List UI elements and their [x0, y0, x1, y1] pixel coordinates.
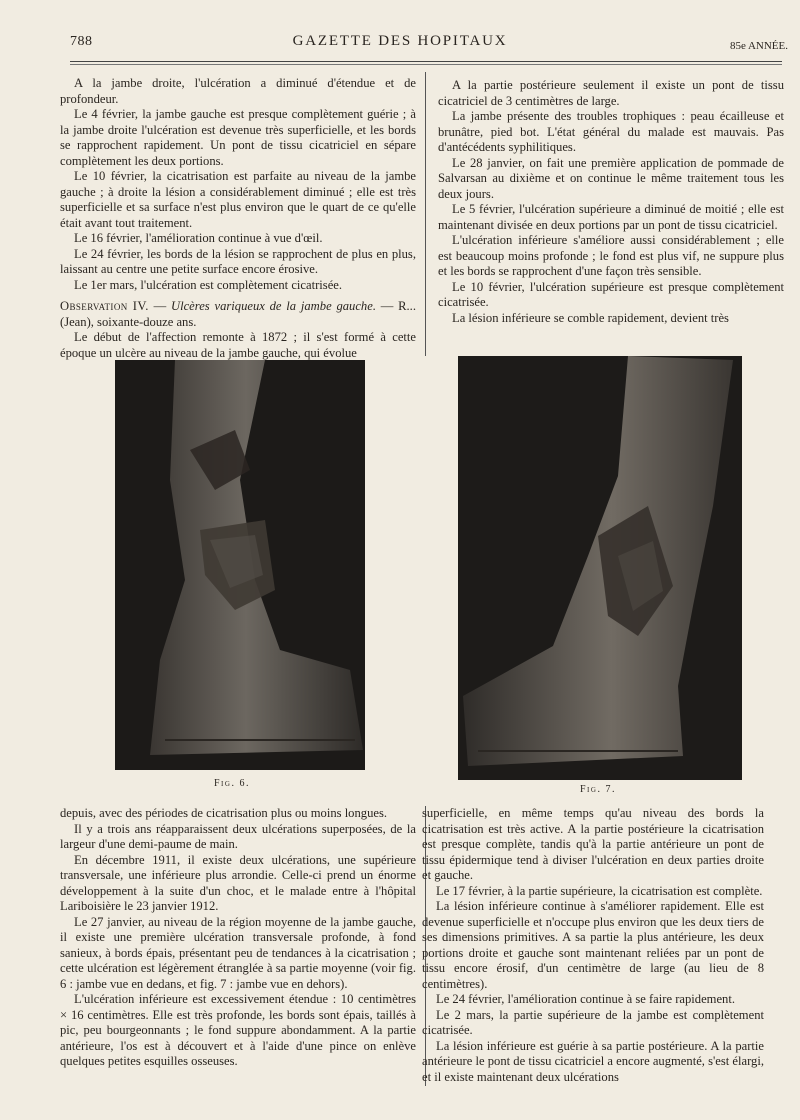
- observation-heading: [60, 299, 416, 330]
- observation-dash: —: [148, 299, 171, 313]
- paragraph: Le 28 janvier, on fait une première application de pommade de Salvarsan au dixième et on continue le même traitement tous les deux jours.: [438, 155, 784, 201]
- paragraph: superficielle, en même temps qu'au niveau des bords la cicatrisation est très active. A la partie postérieure la cicatrisation est presque complète, tandis qu'à la partie antérieure un pont de tissu épidermique tend à diviser l'ulcération en deux parties droite et gauche.: [422, 806, 764, 882]
- figure-6-photograph: [115, 360, 365, 770]
- paragraph: Le 24 février, les bords de la lésion se rapprochent de plus en plus, laissant au centre une petite surface encore érosive.: [60, 246, 416, 276]
- paragraph: Le 4 février, la jambe gauche est presque complètement guérie ; à la jambe droite l'ulcération est devenue très superficielle, et les bords se rapprochent rapidement. Un pont de tissu cicatriciel en sépare complètement les deux portions.: [60, 107, 416, 168]
- header-rule: [70, 61, 782, 62]
- paragraph: Le 16 février, l'amélioration continue à vue d'œil.: [74, 231, 323, 245]
- paragraph: La jambe présente des troubles trophiques : peau écailleuse et brunâtre, pied bot. L'état général du malade est mauvais. Pas d'antécédents syphilitiques.: [438, 109, 784, 154]
- paragraph: Le 5 février, l'ulcération supérieure a diminué de moitié ; elle est maintenant divisée en deux portions par un pont de tissu cicatriciel.: [438, 202, 784, 232]
- paragraph: Le 10 février, la cicatrisation est parfaite au niveau de la jambe gauche ; à droite la lésion a considérablement diminué ; elle est très superficielle et sa surface n'est plus environ que le quart de ce qu'elle était avant tout traitement.: [60, 169, 416, 230]
- paragraph: L'ulcération inférieure s'améliore aussi considérablement ; elle est beaucoup moins profonde ; le fond est plus vif, ne suppure plus et les bords se rapprochent d'une façon très sensible.: [438, 233, 784, 278]
- paragraph: La lésion inférieure continue à s'améliorer rapidement. Elle est devenue superficielle et n'occupe plus environ que les deux tiers de ses dimensions primitives. A sa partie la plus antérieure, les deux portions droite et gauche sont maintenant reliées par un pont de tissu encore érosif, d'un centimètre de large (au lieu de 8 centimètres).: [422, 899, 764, 991]
- observation-title: Ulcères variqueux de la jambe gauche.: [171, 299, 376, 313]
- paragraph: Le 24 février, l'amélioration continue à se faire rapidement.: [436, 992, 735, 1006]
- page-header: [0, 0, 800, 60]
- observation-patient: — R... (Jean), soixante-douze ans.: [60, 299, 416, 329]
- figure-7-caption: Fig. 7.: [580, 784, 616, 795]
- figure-6-caption: Fig. 6.: [214, 778, 250, 789]
- paragraph: Le début de l'affection remonte à 1872 ; il s'est formé à cette époque un ulcère au niveau de la jambe gauche, qui évolue: [60, 330, 416, 360]
- right-column-top: [438, 78, 784, 326]
- paragraph: Il y a trois ans réapparaissent deux ulcérations superposées, de la largeur d'une demi-paume de main.: [60, 821, 416, 851]
- paragraph: A la jambe droite, l'ulcération a diminué d'étendue et de profondeur.: [60, 76, 416, 106]
- observation-label: Observation IV.: [60, 299, 149, 313]
- left-column-top: [60, 76, 416, 361]
- paragraph: Le 2 mars, la partie supérieure de la jambe est complètement cicatrisée.: [422, 1007, 764, 1037]
- journal-title: GAZETTE DES HOPITAUX: [292, 33, 508, 49]
- right-column-bottom: [422, 806, 764, 1085]
- paragraph: depuis, avec des périodes de cicatrisation plus ou moins longues.: [60, 806, 388, 820]
- paragraph: La lésion inférieure est guérie à sa partie postérieure. A la partie antérieure le pont de tissu cicatriciel a encore augmenté, s'est élargi, et il existe maintenant deux ulcérations: [422, 1038, 764, 1084]
- paragraph: La lésion inférieure se comble rapidement, devient très: [452, 310, 729, 325]
- paragraph: Le 27 janvier, au niveau de la région moyenne de la jambe gauche, il existe une première ulcération transversale profonde, à fond sanieux, à bords épais, présentant peu de tendances à la cicatrisation ; cette ulcération est légèrement étranglée à sa partie moyenne (voir fig. 6 : jambe vue en dedans, et fig. 7 : jambe vue en dehors).: [60, 914, 416, 991]
- paragraph: Le 10 février, l'ulcération supérieure est presque complètement cicatrisée.: [438, 279, 784, 309]
- year-label: 85e ANNÉE.: [729, 40, 788, 52]
- paragraph: Le 17 février, à la partie supérieure, la cicatrisation est complète.: [436, 883, 763, 898]
- left-column-bottom: [60, 806, 416, 1070]
- page-number: 788: [70, 34, 93, 49]
- header-rule-double: [70, 64, 782, 65]
- paragraph: Le 1er mars, l'ulcération est complètement cicatrisée.: [74, 277, 343, 292]
- paragraph: En décembre 1911, il existe deux ulcérations, une supérieure transversale, une inférieure plus arrondie. Celle-ci prend un énorme développement à la suite d'un choc, et le malade entre à l'hôpital Lariboisière le 23 janvier 1912.: [60, 852, 416, 913]
- paragraph: A la partie postérieure seulement il existe un pont de tissu cicatriciel de 3 centimètres de large.: [438, 78, 784, 108]
- column-divider-top: [425, 72, 426, 356]
- paragraph: L'ulcération inférieure est excessivement étendue : 10 centimètres × 16 centimètres. Elle est très profonde, les bords sont épais, taillés à pic, peu bourgeonnants ; le fond suppure abondamment. A la partie antérieure, l'os est à découvert et à l'aide d'une pince on enlève quelques petites esquilles osseuses.: [60, 992, 416, 1068]
- figure-7-photograph: [458, 356, 742, 780]
